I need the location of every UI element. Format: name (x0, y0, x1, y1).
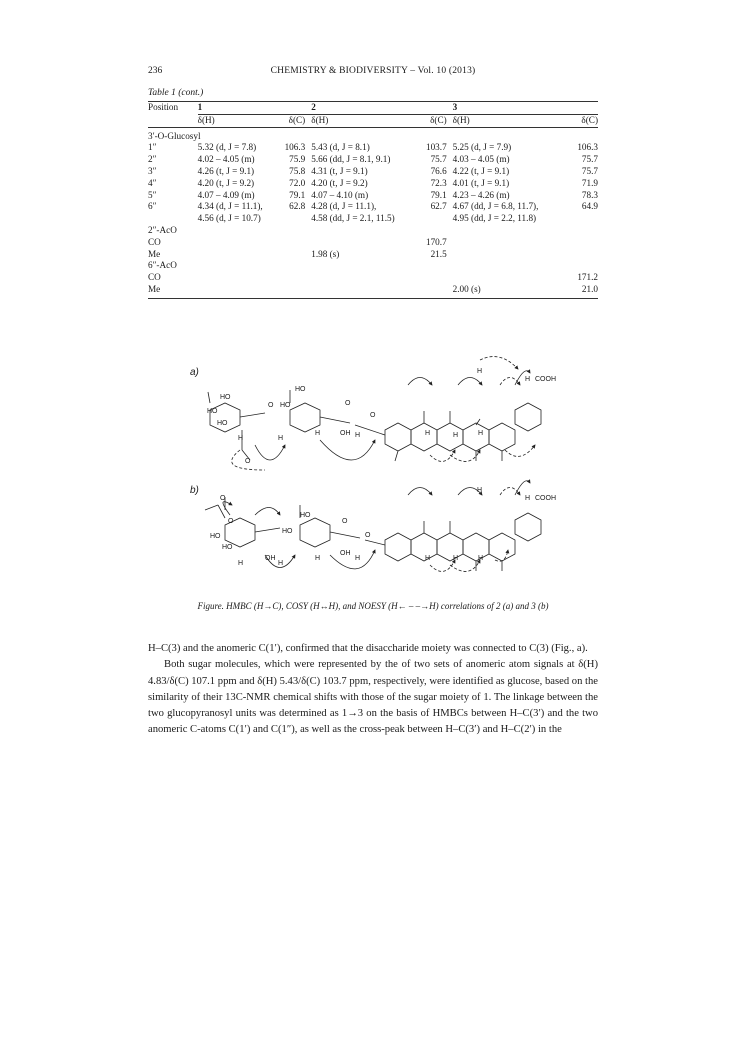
body-text (148, 641, 598, 739)
sub-h-1: δ(H) (198, 114, 284, 127)
table-cell-pos: 6″ (148, 201, 157, 212)
cooh-label-a: COOH (535, 376, 556, 383)
table-cell-c3: 64.9 (581, 201, 598, 212)
col-position: Position (148, 102, 198, 115)
table-cell-c1: 106.3 (284, 142, 306, 153)
svg-text:H: H (355, 432, 361, 439)
table-cell-pos: 4″ (148, 177, 157, 188)
svg-text:O: O (268, 402, 274, 409)
table-cell-c2: 79.1 (430, 189, 447, 200)
paragraph: Both sugar molecules, which were represented by the of two sets of anomeric atom signals at δ(H) 4.83/δ(C) 107.1 ppm and δ(H) 5.43/δ(C) 103.7 ppm, respectively, were identified as glucose, based on the similarity of their 13C-NMR chemical shifts with those of the sugar moiety of 1. The linkage between the two glucopyranosyl units was determined as 1→3 on the basis of HMBCs between H–C(3′) and the two anomeric C-atoms C(1′) and C(1″), as well as the cross-peak between H–C(3′) and H–C(2′) in the (148, 659, 598, 736)
table-cell-h3: 4.95 (dd, J = 2.2, 11.8) (452, 213, 537, 224)
table-cell-h2: 4.20 (t, J = 9.2) (311, 177, 368, 188)
table-subheader-row (148, 114, 598, 127)
svg-text:HO: HO (300, 512, 311, 519)
table-cell-c3 (570, 213, 598, 225)
col-compound-2: 2 (305, 102, 446, 115)
table-cell-h3: 4.23 – 4.26 (m) (452, 189, 510, 200)
svg-text:HO: HO (207, 408, 218, 415)
table-row (148, 166, 598, 178)
table-cell-c2: 62.7 (430, 201, 447, 212)
table-cell-pos: 3″ (148, 165, 157, 176)
svg-text:HO: HO (210, 533, 221, 540)
table-cell-h1: 4.56 (d, J = 10.7) (197, 213, 261, 224)
svg-text:HO: HO (295, 386, 306, 393)
table-row (148, 178, 598, 190)
svg-text:HO: HO (220, 394, 231, 401)
cooh-label-b: COOH (535, 495, 556, 502)
table-cell-c3: 106.3 (577, 142, 598, 153)
table-cell-c1: 79.1 (289, 189, 306, 200)
table-cell-h2: 4.28 (d, J = 11.1), (311, 201, 377, 212)
section-row: 3′-O-Glucosyl (148, 130, 201, 141)
sub-c-1: δ(C) (283, 114, 305, 127)
table-cell-h2: 4.07 – 4.10 (m) (311, 189, 369, 200)
svg-text:H: H (453, 432, 459, 439)
table-cell-c1 (283, 213, 305, 225)
svg-text:H: H (477, 487, 483, 494)
table-cell-c1: 72.0 (289, 177, 306, 188)
svg-text:H: H (425, 430, 431, 437)
table-cell-h2: 5.66 (dd, J = 8.1, 9.1) (311, 154, 391, 165)
table-cell-pos: 1″ (148, 142, 157, 153)
table-cell-c1: 75.9 (289, 154, 306, 165)
svg-text:O: O (228, 518, 234, 525)
svg-text:H: H (315, 555, 321, 562)
table-cell-h1: 4.07 – 4.09 (m) (197, 189, 255, 200)
table-cell-h3: 4.67 (dd, J = 6.8, 11.7), (452, 201, 539, 212)
journal-title: CHEMISTRY & BIODIVERSITY – Vol. 10 (2013) (270, 66, 476, 76)
svg-text:H: H (425, 555, 431, 562)
table-cell-h3: 4.01 (t, J = 9.1) (452, 177, 510, 188)
table-cell-h3: 5.25 (d, J = 7.9) (452, 142, 512, 153)
svg-text:HO: HO (280, 402, 291, 409)
svg-text:OH: OH (340, 550, 351, 557)
table-row (148, 201, 598, 213)
table-cell-h3: 4.22 (t, J = 9.1) (452, 165, 510, 176)
table-cell-c2: 103.7 (425, 142, 447, 153)
section-row: 6″-AcO (148, 260, 177, 271)
table-row: CO 171.2 (148, 272, 598, 283)
svg-text:H: H (238, 560, 244, 567)
svg-text:HO: HO (282, 528, 293, 535)
svg-text:H: H (355, 555, 361, 562)
svg-text:H: H (238, 435, 244, 442)
panel-b-structure (205, 481, 541, 572)
table-cell-c1: 62.8 (289, 201, 306, 212)
table-header-row (148, 102, 598, 115)
table-row: CO 170.7 (148, 236, 447, 247)
svg-text:O: O (365, 532, 371, 539)
svg-text:H: H (278, 435, 284, 442)
svg-text:H: H (478, 555, 484, 562)
svg-text:O: O (245, 458, 251, 465)
svg-text:H: H (525, 376, 531, 383)
table-row (148, 213, 598, 225)
table-cell-c2: 75.7 (430, 154, 447, 165)
table-cell-c1: 75.8 (289, 165, 306, 176)
table-caption: Table 1 (cont.) (148, 88, 204, 98)
table-row (148, 154, 598, 166)
sub-h-2: δ(H) (305, 114, 417, 127)
sub-c-2: δ(C) (417, 114, 447, 127)
table-cell-h1: 4.26 (t, J = 9.1) (197, 165, 255, 176)
svg-text:O: O (370, 412, 376, 419)
nmr-table (148, 101, 598, 299)
table-cell-h3: 4.03 – 4.05 (m) (452, 154, 510, 165)
table-cell-h1: 4.02 – 4.05 (m) (197, 154, 255, 165)
svg-text:H: H (525, 495, 531, 502)
table-cell-c2: 72.3 (430, 177, 447, 188)
table-cell-c3: 75.7 (581, 154, 598, 165)
svg-text:H: H (278, 560, 284, 567)
table-row (148, 142, 598, 154)
table-cell-pos: 5″ (148, 189, 157, 200)
svg-text:HO: HO (217, 420, 228, 427)
figure-caption: Figure. HMBC (H→C), COSY (H↔H), and NOESY (H← – –→H) correlations of 2 (a) and 3 (b) (197, 601, 549, 611)
table-cell-pos: 2″ (148, 154, 157, 165)
svg-text:H: H (478, 430, 484, 437)
table-cell-h2: 4.58 (dd, J = 2.1, 11.5) (311, 213, 395, 224)
table-cell-h2: 4.31 (t, J = 9.1) (311, 165, 368, 176)
table-row: Me 1.98 (s) 21.5 (148, 248, 447, 259)
correlation-figure (170, 355, 590, 595)
page-number: 236 (148, 66, 163, 76)
paragraph: H–C(3) and the anomeric C(1′), confirmed that the disaccharide moiety was connected to C(3) (Fig., a). (148, 643, 588, 654)
table-body (148, 142, 598, 225)
table-cell-c2: 76.6 (430, 165, 447, 176)
table-cell-h1: 4.20 (t, J = 9.2) (197, 177, 255, 188)
table-cell-c3: 78.3 (581, 189, 598, 200)
section-row: 2″-AcO (148, 224, 177, 235)
panel-a-label: a) (190, 367, 199, 378)
col-compound-3: 3 (447, 102, 598, 115)
table-row (148, 190, 598, 202)
svg-text:H: H (453, 555, 459, 562)
sub-h-3: δ(H) (447, 114, 570, 127)
svg-text:HO: HO (222, 544, 233, 551)
svg-text:O: O (342, 518, 348, 525)
table-row: Me 2.00 (s) 21.0 (148, 284, 598, 298)
table-cell-c2 (417, 213, 447, 225)
table-cell-c3: 75.7 (581, 165, 598, 176)
svg-text:O: O (345, 400, 351, 407)
col-compound-1: 1 (198, 102, 306, 115)
table-cell-h2: 5.43 (d, J = 8.1) (311, 142, 370, 153)
svg-text:O: O (220, 495, 226, 502)
svg-text:H: H (477, 368, 483, 375)
svg-text:H: H (315, 430, 321, 437)
table-cell-h1: 4.34 (d, J = 11.1), (197, 201, 263, 212)
panel-b-label: b) (190, 485, 199, 496)
svg-text:OH: OH (340, 430, 351, 437)
structure-diagrams (170, 355, 590, 595)
table-cell-c3: 71.9 (581, 177, 598, 188)
table-cell-h1: 5.32 (d, J = 7.8) (197, 142, 257, 153)
table-cell-pos (148, 213, 198, 225)
sub-c-3: δ(C) (570, 114, 598, 127)
svg-text:OH: OH (265, 555, 276, 562)
